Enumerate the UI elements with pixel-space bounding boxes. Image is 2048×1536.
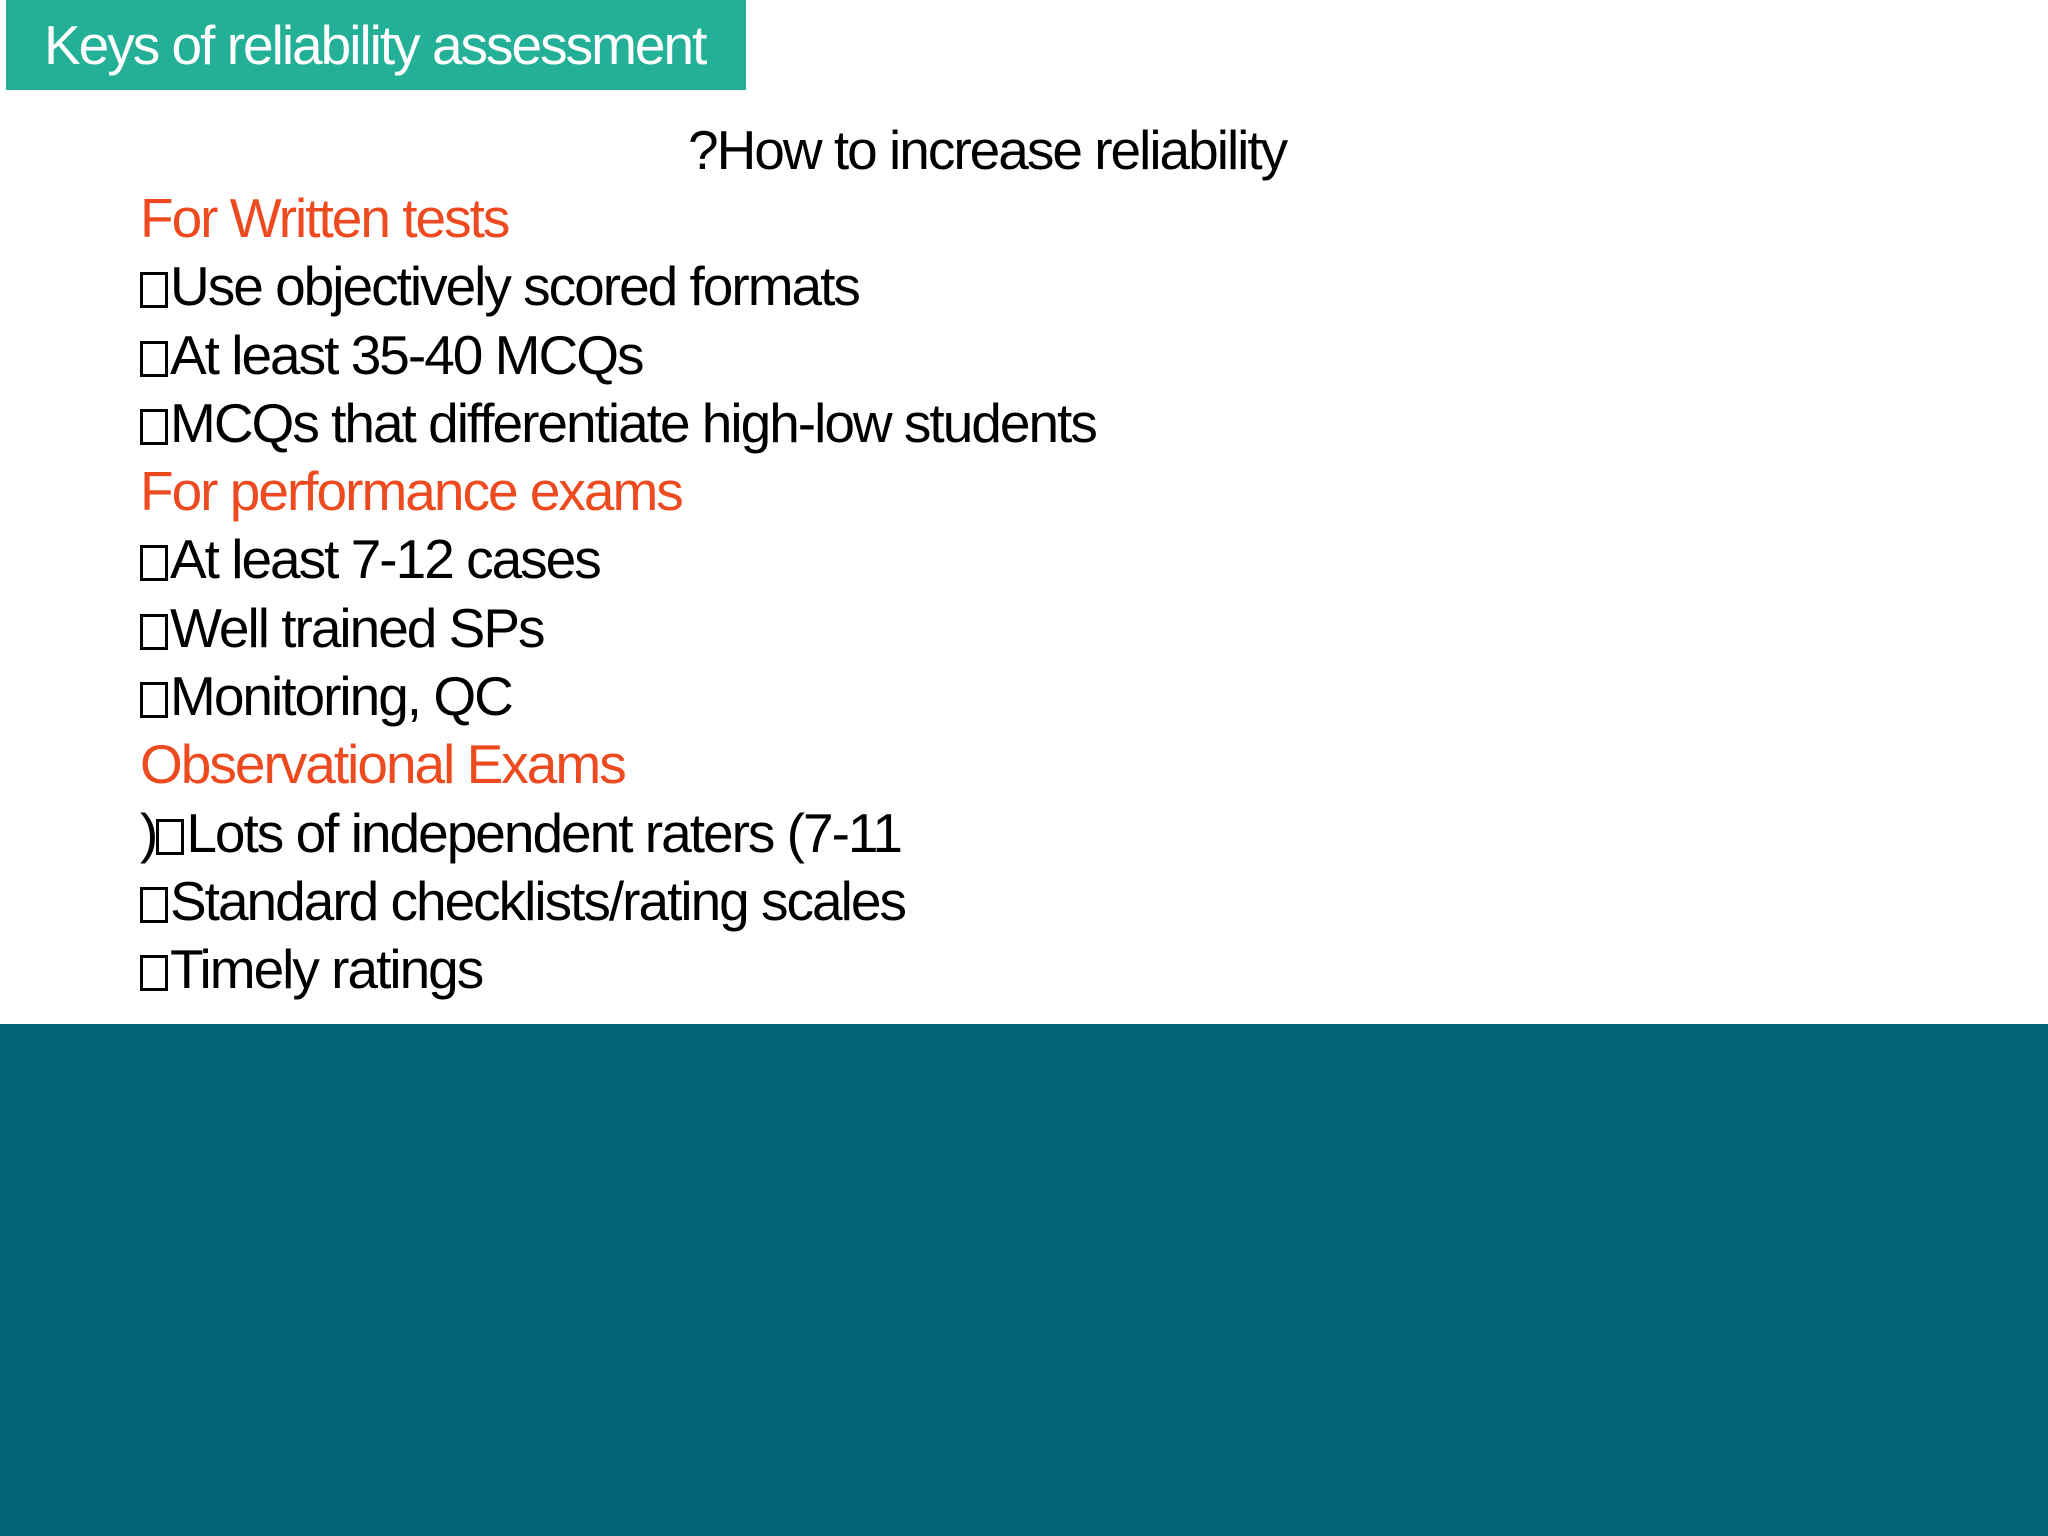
bullet-box-icon (140, 341, 168, 377)
bullet-box-icon (140, 409, 168, 445)
slide-title: Keys of reliability assessment (44, 14, 706, 76)
bullet-box-icon (140, 545, 168, 581)
list-item-text: Monitoring, QC (170, 665, 512, 728)
list-item-text: Use objectively scored formats (170, 255, 859, 318)
list-item-text: MCQs that differentiate high-low students (170, 391, 1096, 454)
list-item (140, 867, 1096, 935)
title-bar (6, 0, 746, 90)
section-heading-performance-exams: For performance exams (140, 460, 682, 523)
list-item (140, 525, 1096, 593)
list-item (140, 389, 1096, 457)
bullet-box-icon (140, 682, 168, 718)
list-item (140, 935, 1096, 1003)
bullet-box-icon (140, 955, 168, 991)
slide-content (140, 184, 1096, 1004)
list-item (140, 252, 1096, 320)
bullet-box-icon (140, 614, 168, 650)
list-item-text: Timely ratings (170, 938, 483, 1001)
list-item-text: Well trained SPs (170, 596, 544, 659)
list-item-text: At least 7-12 cases (170, 528, 600, 591)
bullet-box-icon (156, 819, 184, 855)
list-item-text: Lots of independent raters (7-11 (186, 801, 901, 864)
bullet-box-icon (140, 272, 168, 308)
list-item (140, 594, 1096, 662)
list-item (140, 799, 1096, 867)
slide-subtitle: ?How to increase reliability (688, 119, 1287, 181)
list-item-text: Standard checklists/rating scales (170, 869, 905, 932)
bullet-box-icon (140, 887, 168, 923)
section-heading-written-tests: For Written tests (140, 187, 509, 249)
footer-band (0, 1024, 2048, 1536)
list-item (140, 321, 1096, 389)
list-item (140, 662, 1096, 730)
list-item-text: At least 35-40 MCQs (170, 323, 643, 386)
list-item-prefix: ) (140, 801, 157, 864)
section-heading-observational-exams: Observational Exams (140, 733, 625, 796)
